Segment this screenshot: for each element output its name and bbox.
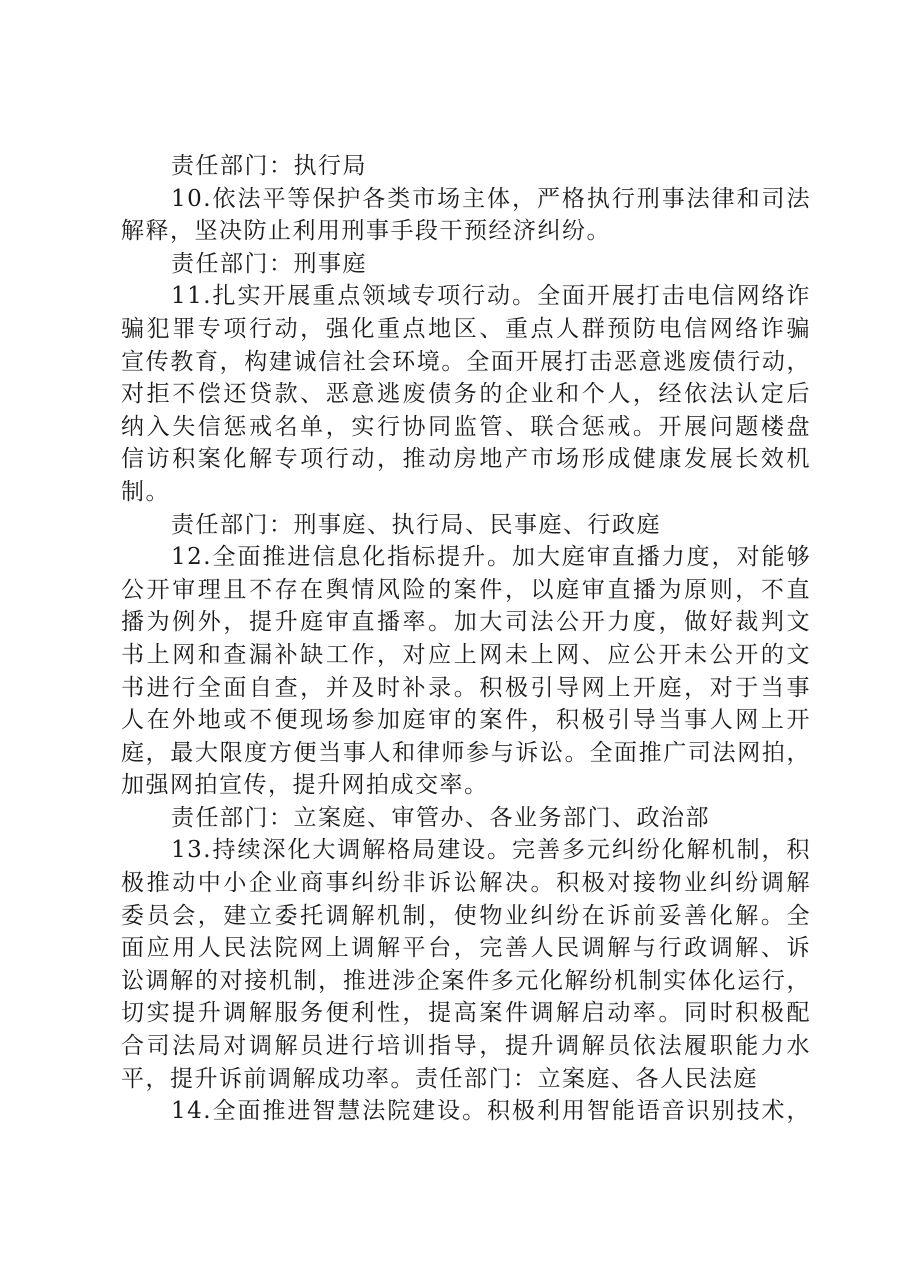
paragraph-line: 书进行全面自查，并及时补录。积极引导网上开庭，对于当事 <box>121 674 811 701</box>
paragraph-line: 信访积案化解专项行动，推动房地产市场形成健康发展长效机 <box>121 446 811 473</box>
paragraph-line: 讼调解的对接机制，推进涉企案件多元化解纷机制实体化运行， <box>121 967 811 994</box>
paragraph-line: 制。 <box>121 478 170 505</box>
paragraph-first-line: 10.依法平等保护各类市场主体，严格执行刑事法律和司法 <box>171 185 811 212</box>
paragraph-first-line: 责任部门：刑事庭、执行局、民事庭、行政庭 <box>171 511 661 538</box>
paragraph-line: 解释，坚决防止利用刑事手段干预经济纠纷。 <box>121 218 611 245</box>
paragraph-line: 纳入失信惩戒名单，实行协同监管、联合惩戒。开展问题楼盘 <box>121 413 811 440</box>
paragraph-line: 庭，最大限度方便当事人和律师参与诉讼。全面推广司法网拍， <box>121 739 811 766</box>
paragraph-line: 极推动中小企业商事纠纷非诉讼解决。积极对接物业纠纷调解 <box>121 870 811 897</box>
paragraph-first-line: 责任部门：执行局 <box>171 153 367 179</box>
paragraph-first-line: 12.全面推进信息化指标提升。加大庭审直播力度，对能够 <box>171 544 811 571</box>
paragraph-line: 面应用人民法院网上调解平台，完善人民调解与行政调解、诉 <box>121 935 811 962</box>
paragraph-line: 播为例外，提升庭审直播率。加大司法公开力度，做好裁判文 <box>121 609 811 636</box>
paragraph-first-line: 11.扎实开展重点领域专项行动。全面开展打击电信网络诈 <box>171 283 811 310</box>
paragraph-first-line: 13.持续深化大调解格局建设。完善多元纠纷化解机制，积 <box>171 837 811 864</box>
paragraph-line: 对拒不偿还贷款、恶意逃废债务的企业和个人，经依法认定后 <box>121 381 811 408</box>
paragraph-line: 公开审理且不存在舆情风险的案件，以庭审直播为原则，不直 <box>121 576 811 603</box>
paragraph-line: 平，提升诉前调解成功率。责任部门：立案庭、各人民法庭 <box>121 1065 758 1092</box>
paragraph-first-line: 责任部门：刑事庭 <box>171 250 367 277</box>
paragraph-line: 书上网和查漏补缺工作，对应上网未上网、应公开未公开的文 <box>121 641 811 668</box>
paragraph-line: 切实提升调解服务便利性，提高案件调解启动率。同时积极配 <box>121 1000 811 1027</box>
paragraph-line: 骗犯罪专项行动，强化重点地区、重点人群预防电信网络诈骗 <box>121 315 811 342</box>
document-body <box>121 150 811 1128</box>
paragraph-line: 合司法局对调解员进行培训指导，提升调解员依法履职能力水 <box>121 1033 811 1060</box>
paragraph-line: 加强网拍宣传，提升网拍成交率。 <box>121 772 489 799</box>
paragraph-line: 人在外地或不便现场参加庭审的案件，积极引导当事人网上开 <box>121 707 811 734</box>
paragraph-line: 委员会，建立委托调解机制，使物业纠纷在诉前妥善化解。全 <box>121 902 811 929</box>
paragraph-line: 宣传教育，构建诚信社会环境。全面开展打击恶意逃废债行动， <box>121 348 811 375</box>
paragraph-first-line: 14.全面推进智慧法院建设。积极利用智能语音识别技术， <box>171 1098 811 1125</box>
paragraph-first-line: 责任部门：立案庭、审管办、各业务部门、政治部 <box>171 804 710 831</box>
